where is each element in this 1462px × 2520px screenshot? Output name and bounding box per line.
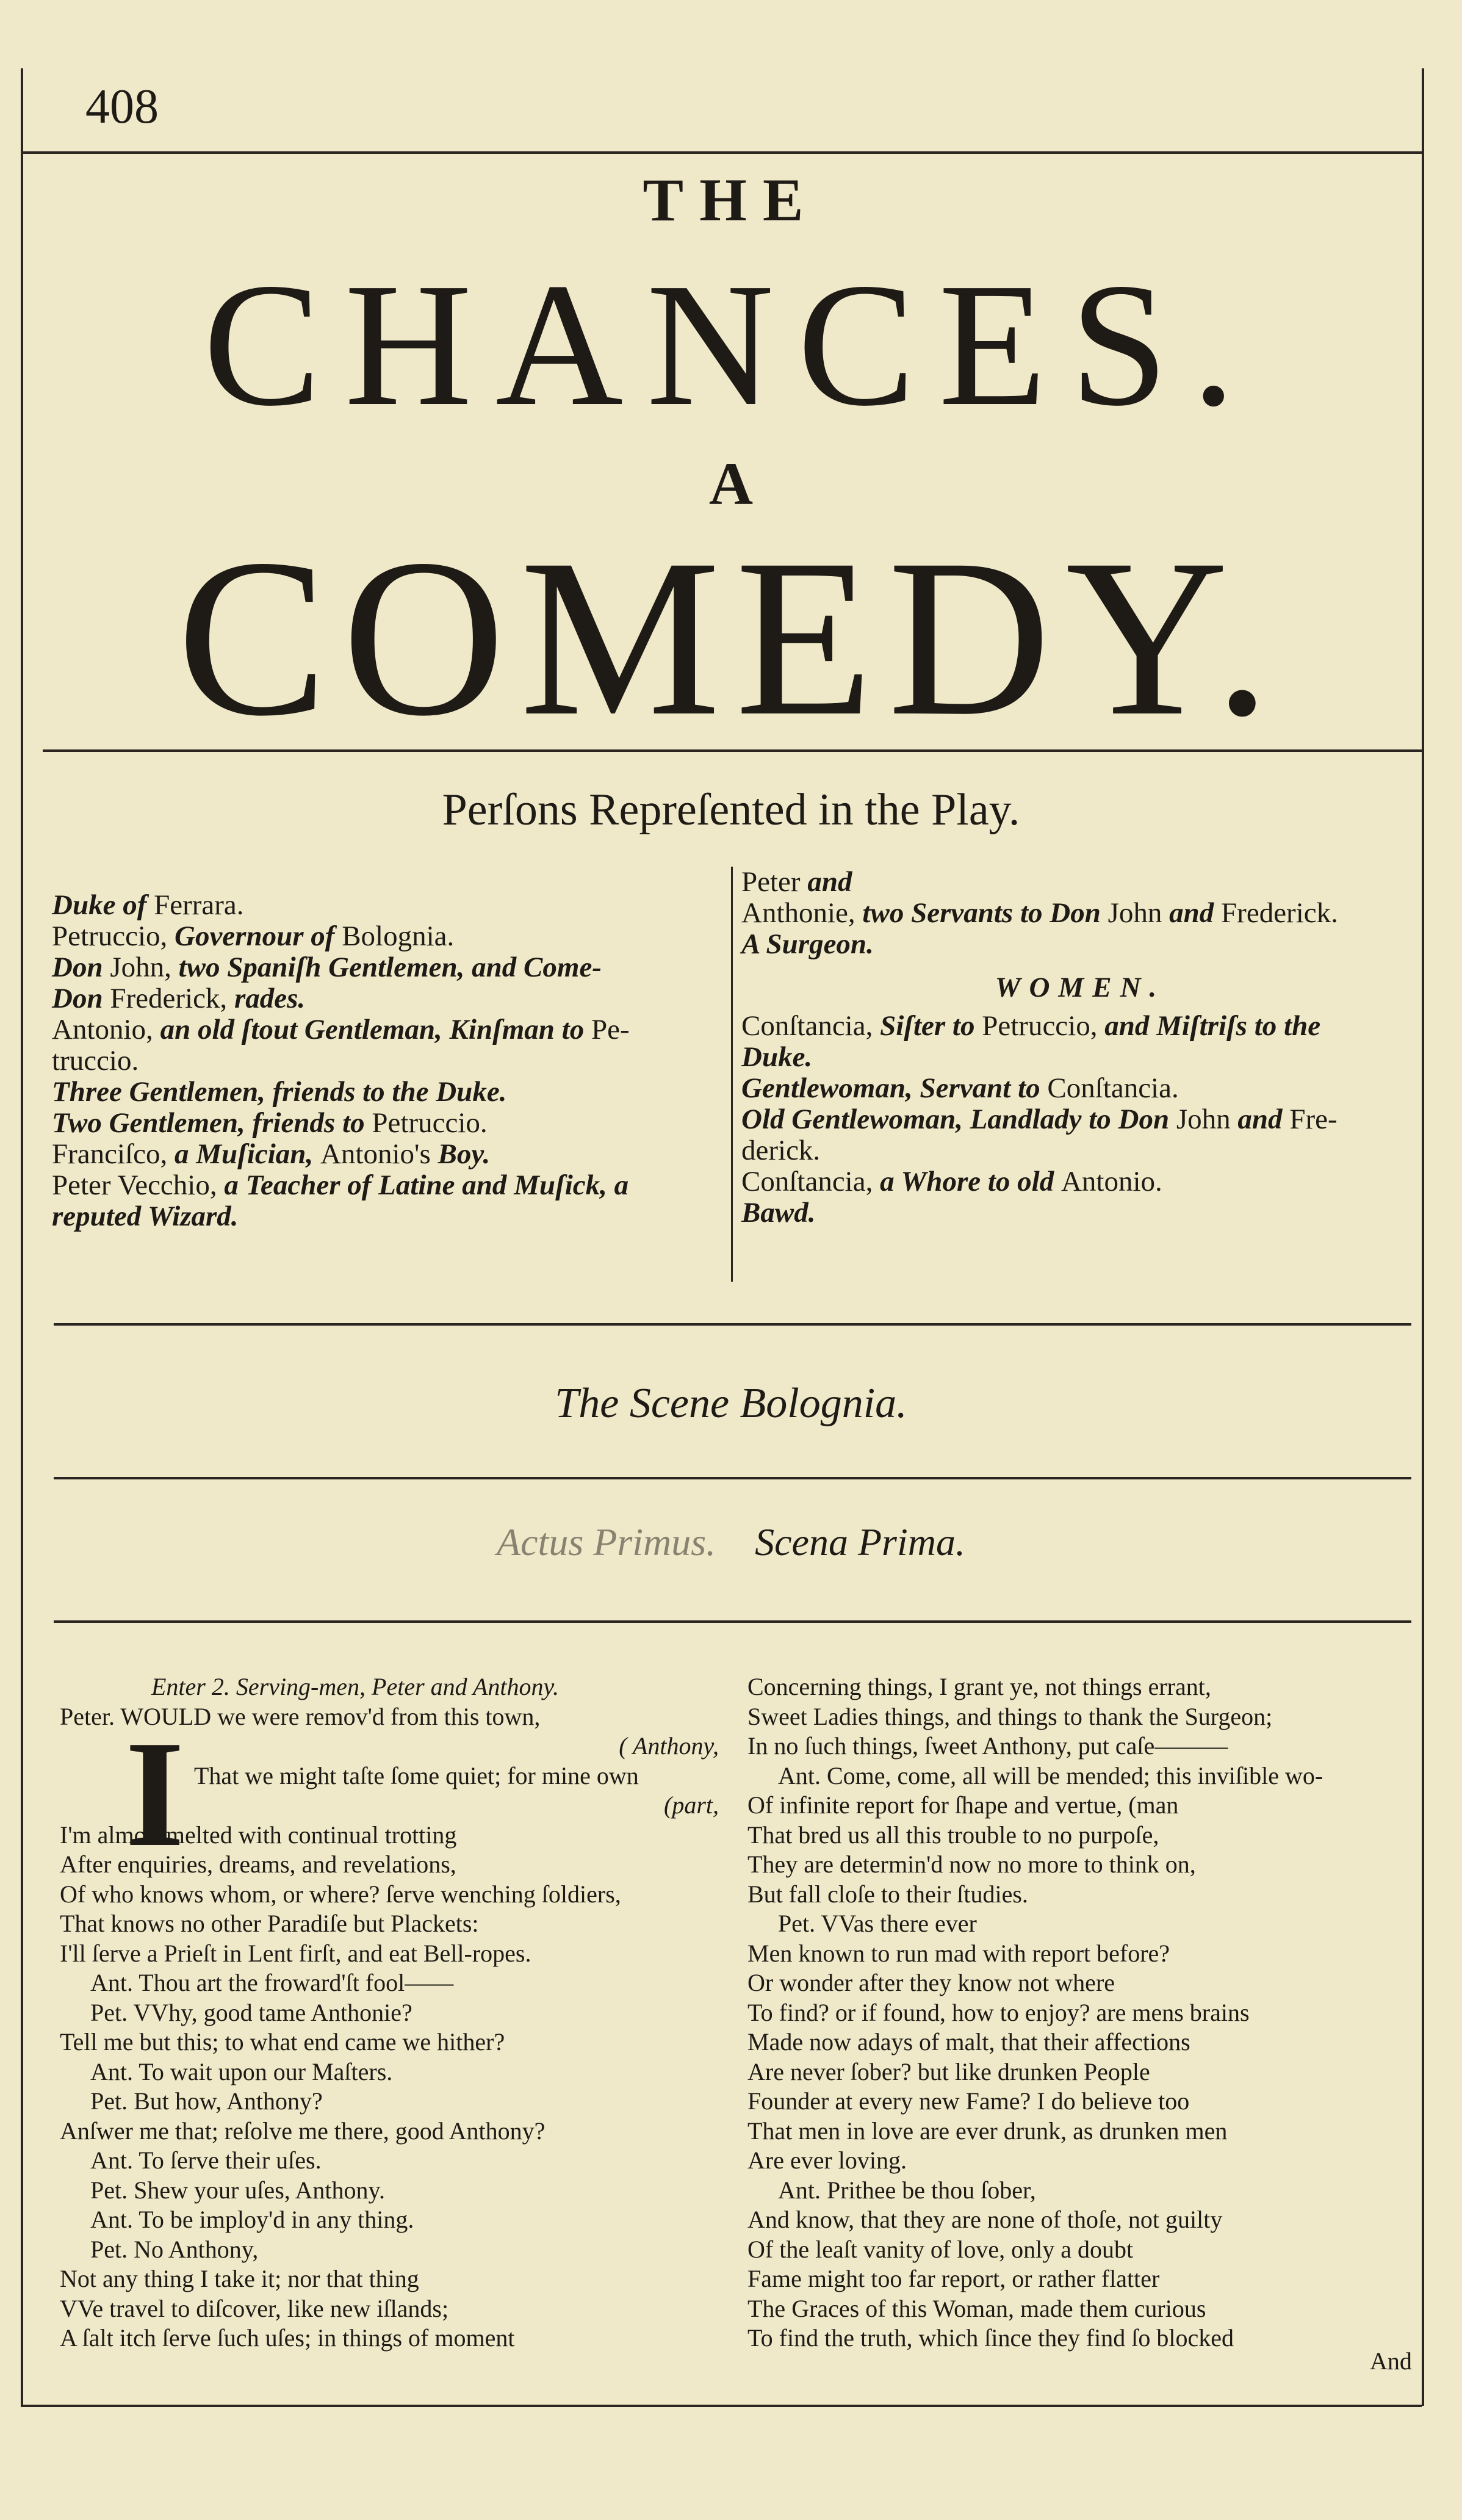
person-line: Peter and — [741, 866, 852, 898]
person-line: Franciſco, a Muſician, Antonio's Boy. — [52, 1138, 491, 1170]
dialog-line: Are never ſober? but like drunken People — [747, 2057, 1150, 2085]
title-comedy: COMEDY. — [176, 513, 1286, 763]
person-line: Conſtancia, a Whore to old Antonio. — [741, 1166, 1162, 1197]
dialog-line: A ſalt itch ſerve ſuch uſes; in things of moment — [60, 2324, 515, 2352]
person-line: Bawd. — [741, 1197, 816, 1229]
dialog-line: That men in love are ever drunk, as drunken men — [747, 2117, 1228, 2145]
persons-left-column — [52, 890, 723, 1232]
person-line: Peter Vecchio, a Teacher of Latine and Muſick, a — [52, 1169, 629, 1201]
dialog-line: Pet. But how, Anthony? — [90, 2087, 323, 2115]
dialog-line: And know, that they are none of thoſe, not guilty — [747, 2206, 1223, 2233]
dialog-line: Pet. VVas there ever — [778, 1910, 977, 1937]
dialog-line: After enquiries, dreams, and revelations, — [60, 1850, 456, 1878]
rule-after-title — [43, 749, 1422, 752]
person-line: Duke of Ferrara. — [52, 889, 244, 921]
person-line: Petruccio, Governour of Bolognia. — [52, 920, 455, 952]
dialog-line: Founder at every new Fame? I do believe too — [747, 2087, 1190, 2115]
person-line: Gentlewoman, Servant to Conſtancia. — [741, 1072, 1179, 1104]
dialog-line: Are ever loving. — [747, 2146, 907, 2174]
dialog-line: I'll ſerve a Prieſt in Lent firſt, and eat Bell-ropes. — [60, 1939, 531, 1967]
person-line: truccio. — [52, 1045, 139, 1077]
person-line: A Surgeon. — [741, 928, 874, 960]
rule-after-scene — [54, 1477, 1411, 1479]
women-heading: WOMEN. — [995, 972, 1165, 1003]
person-line: Don John, two Spaniſh Gentlemen, and Come- — [52, 951, 602, 983]
dialog-line: Ant. To ſerve their uſes. — [90, 2146, 322, 2174]
dialog-line: Pet. No Anthony, — [90, 2235, 259, 2263]
dialog-line: To find the truth, which ſince they find ſo blocked — [747, 2324, 1234, 2352]
dialog-line: Of the leaſt vanity of love, only a doubt — [747, 2235, 1134, 2263]
person-line: Antonio, an old ſtout Gentleman, Kinſman to Pe- — [52, 1014, 630, 1045]
persons-right-column — [741, 867, 1419, 1229]
person-line: Three Gentlemen, friends to the Duke. — [52, 1076, 507, 1108]
act-heading — [0, 1520, 1462, 1565]
dialog-line: Of infinite report for ſhape and vertue, (man — [747, 1791, 1179, 1819]
dialog-line: Made now adays of malt, that their affections — [747, 2028, 1190, 2056]
title-a: A — [708, 450, 754, 518]
act-label: Actus Primus. — [497, 1520, 716, 1564]
dialog-line: In no ſuch things, ſweet Anthony, put caſe——— — [747, 1732, 1228, 1760]
rule-bottom — [21, 2405, 1422, 2407]
dialog-line: Tell me but this; to what end came we hither? — [60, 2028, 505, 2056]
title-the: THE — [643, 166, 819, 234]
dialog-line: That bred us all this trouble to no purpoſe, — [747, 1821, 1159, 1849]
rule-before-dialog — [54, 1620, 1411, 1623]
dialog-line: Of who knows whom, or where? ſerve wenching ſoldiers, — [60, 1880, 621, 1908]
person-line: Duke. — [741, 1041, 813, 1073]
dialog-line: Ant. Thou art the froward'ſt fool—— — [90, 1969, 454, 1996]
dialog-line: ( Anthony, — [619, 1732, 719, 1760]
person-line: Anthonie, two Servants to Don John and Frederick. — [741, 897, 1338, 929]
dialog-line: Peter. WOULD we were remov'd from this town, — [60, 1702, 541, 1730]
dialog-line: Ant. To be imploy'd in any thing. — [90, 2206, 414, 2233]
drop-cap-i: I — [125, 1709, 185, 1879]
dialog-line: Enter 2. Serving-men, Peter and Anthony. — [151, 1673, 560, 1700]
dialog-line: That we might taſte ſome quiet; for mine own — [194, 1761, 639, 1789]
dialog-line: Anſwer me that; reſolve me there, good Anthony? — [60, 2117, 546, 2145]
dialog-line: Sweet Ladies things, and things to thank the Surgeon; — [747, 1702, 1273, 1730]
catchword: And — [1370, 2347, 1412, 2375]
dialog-line: But fall cloſe to their ſtudies. — [747, 1880, 1028, 1908]
dialog-line: Concerning things, I grant ye, not things errant, — [747, 1673, 1211, 1700]
dialog-line: Men known to run mad with report before? — [747, 1939, 1170, 1967]
dialog-line: VVe travel to diſcover, like new iſlands; — [60, 2294, 449, 2322]
persons-heading: Perſons Repreſented in the Play. — [442, 785, 1020, 835]
person-line: Old Gentlewoman, Landlady to Don John and Fre- — [741, 1103, 1338, 1135]
dialog-line: Pet. Shew your uſes, Anthony. — [90, 2176, 385, 2204]
dialog-left-column — [60, 1672, 719, 2353]
rule-top — [21, 151, 1422, 154]
dialog-line: The Graces of this Woman, made them curious — [747, 2294, 1206, 2322]
dialog-line: Ant. To wait upon our Maſters. — [90, 2057, 393, 2085]
column-separator — [731, 867, 733, 1282]
dialog-line: They are determin'd now no more to think on, — [747, 1850, 1196, 1878]
dialog-line: That knows no other Paradiſe but Plackets: — [60, 1910, 479, 1937]
dialog-line: Ant. Prithee be thou ſober, — [778, 2176, 1036, 2204]
title-chances: CHANCES. — [203, 247, 1259, 442]
scene-line: The Scene Bolognia. — [555, 1380, 907, 1427]
scene-label: Scena Prima. — [755, 1520, 965, 1564]
dialog-line: Pet. VVhy, good tame Anthonie? — [90, 1998, 412, 2026]
dialog-line: Or wonder after they know not where — [747, 1969, 1115, 1996]
dialog-line: Fame might too far report, or rather flatter — [747, 2265, 1160, 2292]
person-line: Conſtancia, Siſter to Petruccio, and Miſtriſs to the — [741, 1010, 1321, 1042]
dialog-line: To find? or if found, how to enjoy? are mens brains — [747, 1998, 1250, 2026]
dialog-line: (part, — [664, 1791, 719, 1819]
dialog-line: I'm almoſt melted with continual trotting — [60, 1821, 457, 1849]
dialog-right-column — [747, 1672, 1413, 2353]
rule-after-persons — [54, 1323, 1411, 1326]
dialog-line: Ant. Come, come, all will be mended; this inviſible wo- — [778, 1761, 1323, 1789]
page-number: 408 — [85, 80, 159, 134]
dialog-line: Not any thing I take it; nor that thing — [60, 2265, 419, 2292]
person-line: Two Gentlemen, friends to Petruccio. — [52, 1107, 488, 1139]
person-line: derick. — [741, 1135, 821, 1166]
person-line: Don Frederick, rades. — [52, 983, 306, 1014]
person-line: reputed Wizard. — [52, 1200, 239, 1232]
